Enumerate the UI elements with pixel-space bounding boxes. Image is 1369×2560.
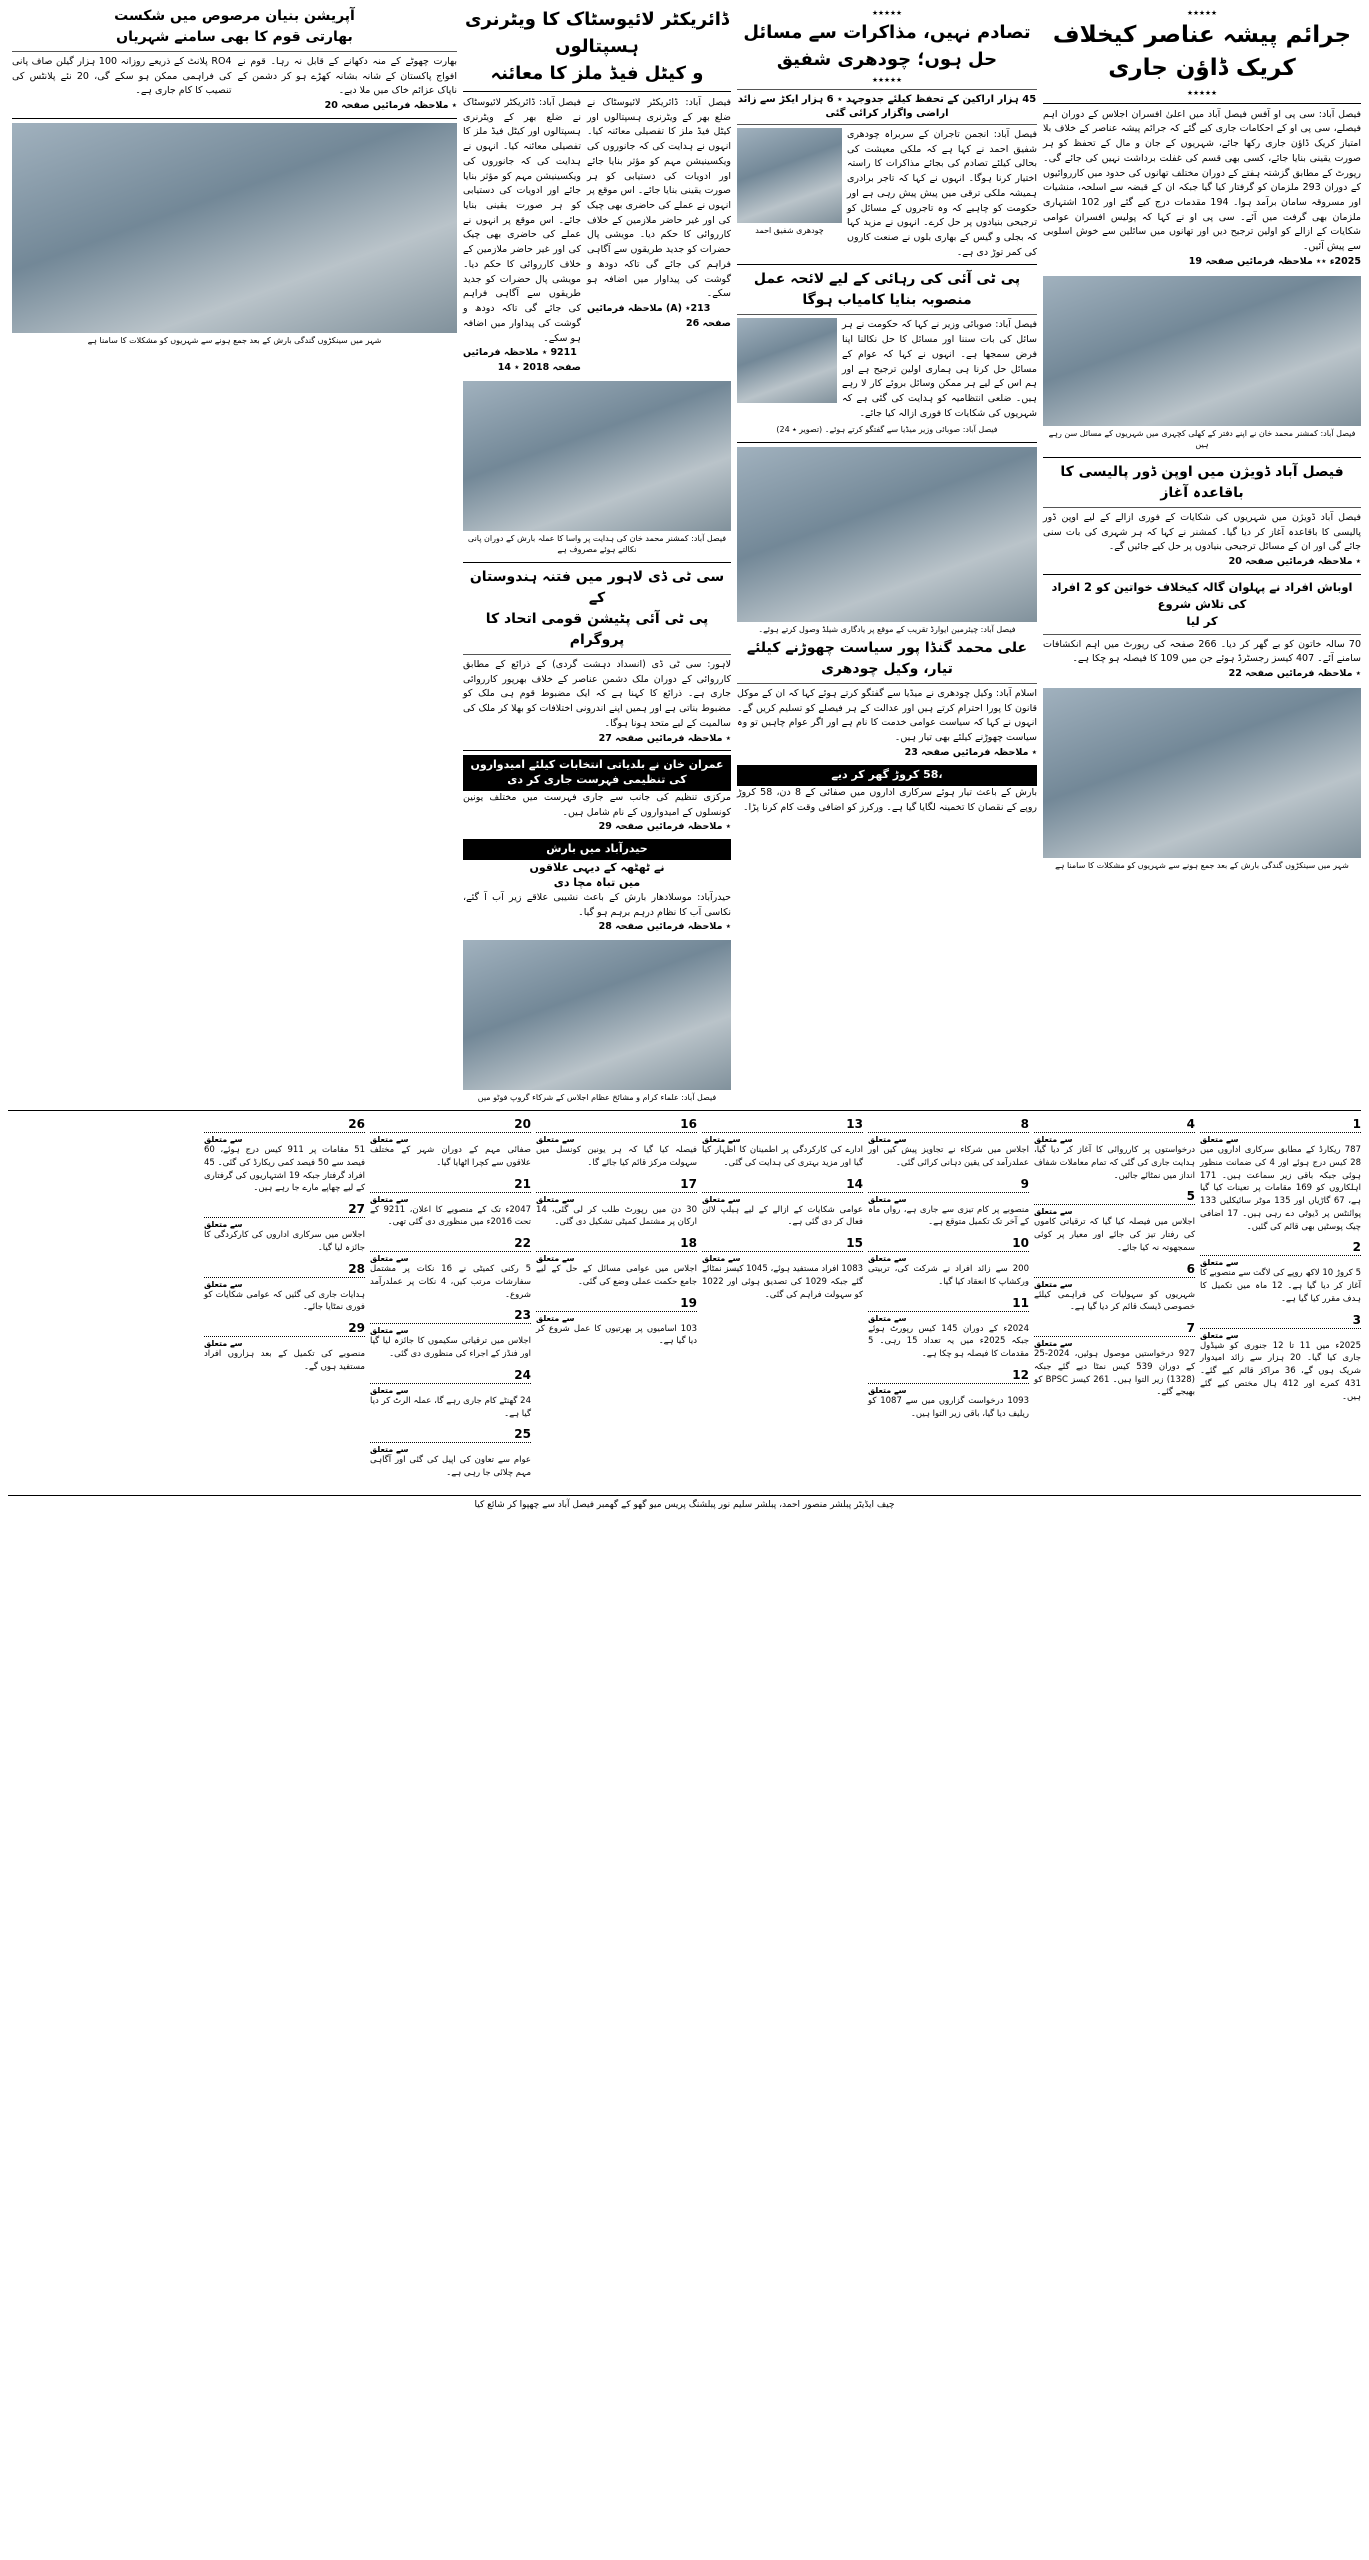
brief-number: 4 bbox=[1034, 1117, 1195, 1133]
decor-stars-top: ٭٭٭٭٭ bbox=[1187, 6, 1217, 19]
wide-street-photo-caption: شہر میں سینکڑوں گندگی بارش کے بعد جمع ہونے سے شہریوں کو مشکلات کا سامنا ہے bbox=[87, 335, 382, 345]
operation-headline-2: بھارتی قوم کا بھی سامنے شہریاں bbox=[116, 29, 353, 45]
brief-text: 1093 درخواست گزاروں میں سے 1087 کو ریلیف دیا گیا، باقی زیر التوا ہیں۔ bbox=[868, 1395, 1029, 1419]
briefs-grid bbox=[8, 1117, 1361, 1487]
brief-number: 17 bbox=[536, 1177, 697, 1193]
brief-item bbox=[204, 1321, 365, 1374]
operation-headline-1: آپریشن بنیان مرصوص میں شکست bbox=[114, 8, 355, 24]
women-ref: ٭ ملاحظہ فرمائیں صفحہ 22 bbox=[1228, 668, 1361, 680]
brief-number: 9 bbox=[868, 1177, 1029, 1193]
brief-text: 787 ریکارڈ کے مطابق سرکاری اداروں میں 28 کیس درج ہوئے اور 4 کی ضمانت منظور ہوئی جبکہ باقی زیر سماعت ہیں۔ 171 اہلکاروں کو 169 مقامات پر تعینات کیا گیا ہے، 67 گاڑیاں اور 135 موٹر سائیکلیں 133 پوائنٹس پر ڈیوٹی دے رہی ہیں۔ 17 اضافی چیک پوسٹیں بھی قائم کی گئیں۔ bbox=[1200, 1145, 1362, 1232]
brief-subtitle: سے متعلق bbox=[702, 1194, 741, 1204]
lead-headline-line1: جرائم پیشہ عناصر کیخلاف bbox=[1052, 22, 1352, 48]
brief-subtitle: سے متعلق bbox=[1200, 1330, 1239, 1340]
brief-subtitle: سے متعلق bbox=[702, 1135, 741, 1145]
brief-item bbox=[536, 1117, 697, 1170]
divider bbox=[12, 51, 457, 52]
brief-item bbox=[1034, 1189, 1195, 1254]
briefs-column-7 bbox=[204, 1117, 365, 1487]
award-photo bbox=[737, 447, 1037, 622]
brief-text: 927 درخواستیں موصول ہوئیں، 2024-25 کے دوران 539 کیس نمٹا دیے گئے جبکہ (1328) زیر التوا ہیں۔ 261 کیسز BPSC کو بھیجے گئے۔ bbox=[1034, 1349, 1195, 1398]
group-photo-caption: فیصل آباد: علماء کرام و مشائخ عظام اجلاس کے شرکاء گروپ فوٹو میں bbox=[477, 1092, 717, 1102]
brief-subtitle: سے متعلق bbox=[1034, 1135, 1073, 1145]
women-headline-1: اوباش افراد نے پہلوان گالہ کیخلاف خواتین کو 2 افراد کی تلاش شروع bbox=[1051, 579, 1353, 612]
brief-subtitle: سے متعلق bbox=[204, 1220, 243, 1230]
brief-subtitle: سے متعلق bbox=[1034, 1207, 1073, 1217]
ali-body: اسلام آباد: وکیل چودھری نے میڈیا سے گفتگو کرتے ہوئے کہا کہ ان کے موکل قانون کا پورا احترام کرتے ہیں اور عدالت کے ہر فیصلے کو تسلیم کریں گے۔ انہوں نے کہا کہ سیاست عوامی خدمت کا نام ہے اور اگر عوام چاہیں تو وہ سیاست چھوڑنے کیلئے بھی تیار ہیں۔ bbox=[737, 687, 1037, 744]
brief-number: 20 bbox=[370, 1117, 531, 1133]
group-photo bbox=[463, 940, 731, 1090]
women-body: 70 سالہ خاتون کو بے گھر کر دیا۔ 266 صفحہ کی رپورٹ میں اہم انکشافات سامنے آئے۔ 407 کیسز رجسٹرڈ ہوئے جن میں 109 کا فیصلہ ہو چکا ہے۔ bbox=[1043, 638, 1361, 665]
cpdi-ref: ٭ ملاحظہ فرمائیں صفحہ 27 bbox=[598, 732, 731, 744]
brief-subtitle: سے متعلق bbox=[204, 1339, 243, 1349]
fourth-body: فیصل آباد: ڈائریکٹر لائیوسٹاک نے ضلع بھر کے ویٹرنری ہسپتالوں اور کیٹل فیڈ ملز کا تفصیلی معائنہ کیا۔ انہوں نے ہدایت کی کہ جانوروں کی ویکسینیشن مہم کو مؤثر بنایا جائے اور ادویات کی دستیابی کو ہر صورت یقینی بنایا جائے۔ اس موقع پر انہوں نے عملے کی حاضری بھی چیک کی اور غیر حاضر ملازمین کے خلاف کارروائی کا حکم دیا۔ مویشی پال حضرات کو جدید طریقوں سے آگاہی فراہم کی جائے گی تاکہ دودھ و گوشت کی پیداوار میں اضافہ ہو سکے۔ bbox=[587, 97, 731, 300]
brief-item bbox=[868, 1177, 1029, 1230]
fourth-headline-1: ڈائریکٹر لائیوسٹاک کا ویٹرنری ہسپتالوں bbox=[465, 9, 729, 57]
briefs-column-5 bbox=[536, 1117, 697, 1487]
brief-subtitle: سے متعلق bbox=[536, 1313, 575, 1323]
brief-item bbox=[868, 1368, 1029, 1421]
brief-item bbox=[370, 1117, 531, 1170]
odr-headline: فیصل آباد ڈویژن میں اوپن ڈور پالیسی کا باقاعدہ آغاز bbox=[1060, 463, 1344, 501]
brief-text: عوام سے تعاون کی اپیل کی گئی اور آگاہی مہم چلائی جا رہی ہے۔ bbox=[370, 1455, 531, 1479]
decor-stars-bottom: ٭٭٭٭٭ bbox=[1187, 85, 1217, 99]
brief-text: 2047ء تک کے منصوبے کا اعلان، 9211 کے تحت 2016ء میں منظوری دی گئی تھی۔ bbox=[370, 1204, 532, 1228]
divider bbox=[463, 654, 731, 655]
divider bbox=[737, 124, 1037, 125]
cpdi-headline-1: سی ٹی ڈی لاہور میں فتنہ ہندوستان کے bbox=[469, 569, 725, 607]
brief-subtitle: سے متعلق bbox=[204, 1279, 243, 1289]
brief-text: ادارے کی کارکردگی پر اطمینان کا اظہار کیا گیا اور مزید بہتری کی ہدایت کی گئی۔ bbox=[702, 1145, 863, 1168]
chaudhry-portrait bbox=[737, 128, 842, 223]
brief-number: 2 bbox=[1200, 1240, 1361, 1256]
brief-item bbox=[370, 1236, 531, 1301]
brief-number: 26 bbox=[204, 1117, 365, 1133]
brief-number: 25 bbox=[370, 1427, 531, 1443]
divider bbox=[463, 91, 731, 92]
brief-text: 1083 افراد مستفید ہوئے، 1045 کیسز نمٹائے گئے جبکہ 1029 کی تصدیق ہوئی اور 1022 کو سہولت فراہم کی گئی۔ bbox=[702, 1264, 864, 1300]
divider bbox=[737, 89, 1037, 90]
commissioner-photo bbox=[1043, 276, 1361, 426]
brief-number: 11 bbox=[868, 1296, 1029, 1312]
brief-item bbox=[1034, 1321, 1195, 1399]
tanker-photo bbox=[463, 381, 731, 531]
ali-headline: علی محمد گنڈا پور سیاست چھوڑنے کیلئے تیار، وکیل چودھری bbox=[746, 639, 1028, 677]
brief-text: عوامی شکایات کے ازالے کے لیے ہیلپ لائن فعال کر دی گئی ہے۔ bbox=[702, 1204, 863, 1228]
brief-text: شہریوں کو سہولیات کی فراہمی کیلئے خصوصی ڈیسک قائم کر دیا گیا ہے۔ bbox=[1034, 1289, 1195, 1313]
brief-subtitle: سے متعلق bbox=[370, 1194, 409, 1204]
briefs-column-4 bbox=[702, 1117, 863, 1487]
second-headline: تصادم نہیں، مذاکرات سے مسائل حل ہوں؛ چودھری شفیق bbox=[743, 22, 1031, 70]
hyderabad-headline-3: میں تباہ مچا دی bbox=[553, 876, 641, 890]
brief-number: 28 bbox=[204, 1262, 365, 1278]
minister-portrait bbox=[737, 318, 837, 403]
divider bbox=[12, 118, 457, 119]
cpdi-headline-2: پی ٹی آئی پٹیشن قومی اتحاد کا پروگرام bbox=[485, 611, 709, 649]
brief-text: منصوبے کی تکمیل کے بعد ہزاروں افراد مستفید ہوں گے۔ bbox=[204, 1349, 365, 1372]
brief-subtitle: سے متعلق bbox=[370, 1135, 409, 1145]
brief-item bbox=[1034, 1262, 1195, 1315]
brief-number: 24 bbox=[370, 1368, 531, 1384]
brief-number: 14 bbox=[702, 1177, 863, 1193]
brief-number: 16 bbox=[536, 1117, 697, 1133]
lead-body: فیصل آباد: سی پی او آفس فیصل آباد میں اعلیٰ افسران اجلاس کے دوران اہم فیصلے، سی پی او کے احکامات جاری کیے گئے کہ جرائم پیشہ عناصر کے خلاف بلا امتیاز کریک ڈاؤن جاری رکھا جائے، شہریوں کے جان و مال کے تحفظ کو ہر صورت یقینی بنایا جائے، کسی بھی قسم کی غفلت برداشت نہیں کی جائے گی۔ رپورٹ کے مطابق گزشتہ ہفتے کے دوران مختلف تھانوں کی حدود میں کارروائیوں کے دوران 293 ملزمان کو گرفتار کیا گیا جبکہ ان کے قبضہ سے اسلحہ، منشیات اور مسروقہ سامان برآمد ہوا۔ 194 مقدمات درج کیے گئے اور 102 اشتہاری ملزمان بھی گرفت میں آئے۔ سی پی او نے کہا کہ پولیس افسران عوامی شکایات کے ازالے کو اولین ترجیح دیں اور تھانوں میں سائلین سے خوش اسلوبی سے پیش آئیں۔ bbox=[1043, 108, 1362, 253]
divider bbox=[1043, 574, 1361, 575]
imran-body: مرکزی تنظیم کی جانب سے جاری فہرست میں مختلف یونین کونسلوں کے امیدواروں کے نام شامل ہیں۔ bbox=[463, 792, 731, 818]
brief-item bbox=[868, 1117, 1029, 1170]
brief-subtitle: سے متعلق bbox=[868, 1385, 907, 1395]
brief-subtitle: سے متعلق bbox=[370, 1385, 409, 1395]
brief-item bbox=[868, 1236, 1029, 1289]
odr-body: فیصل آباد ڈویژن میں شہریوں کی شکایات کے فوری ازالے کے لیے اوپن ڈور پالیسی کا باقاعدہ آغاز کر دیا گیا۔ کمشنر نے کہا کہ ہر شہری کی بات سنی جائے گی اور ان کے مسائل ترجیحی بنیادوں پر حل کیے جائیں گے۔ bbox=[1043, 511, 1361, 553]
third-body: فیصل آباد: صوبائی وزیر نے کہا کہ حکومت نے ہر سائل کی بات سننا اور مسائل کا حل نکالنا اپنا فرض سمجھا ہے۔ انہوں نے کہا کہ عوام کے مسائل حل کرنا ہی ہماری اولین ترجیح ہے اور ہم اس کے لیے ہر ممکن وسائل بروئے کار لا رہے ہیں۔ ضلعی انتظامیہ کو ہدایت کی گئی ہے کہ شہریوں کی شکایات کا فوری ازالہ کیا جائے۔ bbox=[842, 319, 1037, 419]
divider bbox=[737, 442, 1037, 443]
brief-item bbox=[1200, 1313, 1361, 1404]
street-photo bbox=[1043, 688, 1361, 858]
brief-text: 5 کروڑ 10 لاکھ روپے کی لاگت سے منصوبے کا آغاز کر دیا گیا ہے۔ 12 ماہ میں تکمیل کا ہدف مقرر کیا گیا ہے۔ bbox=[1200, 1268, 1361, 1304]
brief-subtitle: سے متعلق bbox=[536, 1194, 575, 1204]
imran-headline: عمران خان نے بلدیاتی انتخابات کیلئے امیدواروں کی تنظیمی فہرست جاری کر دی bbox=[463, 755, 731, 791]
briefs-column-3 bbox=[868, 1117, 1029, 1487]
fourth-ref2: 213٭ (A) ملاحظہ فرمائیں صفحہ 26 bbox=[587, 303, 731, 329]
briefs-column-2 bbox=[1034, 1117, 1195, 1487]
third-caption: فیصل آباد: صوبائی وزیر میڈیا سے گفتگو کرتے ہوئے۔ (تصویر ٭ 24) bbox=[776, 424, 998, 434]
ro4-body: RO4 پلانٹ کے ذریعے روزانہ 100 ہزار گیلن صاف پانی کی فراہمی ممکن ہو سکے گی، 20 نئے پلانٹس کی تنصیب کا کام جاری ہے۔ bbox=[12, 56, 232, 97]
brief-item bbox=[868, 1296, 1029, 1361]
cpdi-body: لاہور: سی ٹی ڈی (انسداد دہشت گردی) کے ذرائع کے مطابق کارروائی کے دوران ملک دشمن عناصر کے خلاف بھرپور کارروائی جاری ہے۔ ذرائع کا کہنا ہے کہ ایک مضبوط قوم ہی ملک کو مضبوط بناتی ہے اور ہمیں اپنے اندرونی اختلافات کو بھلا کر ملک کی سالمیت کے لیے متحد ہونا ہوگا۔ bbox=[463, 659, 731, 729]
divider bbox=[1043, 103, 1361, 104]
briefs-column-1 bbox=[1200, 1117, 1361, 1487]
brief-text: 5 رکنی کمیٹی نے 16 نکات پر مشتمل سفارشات مرتب کیں، 4 نکات پر عملدرآمد شروع۔ bbox=[370, 1264, 532, 1300]
brief-subtitle: سے متعلق bbox=[1034, 1339, 1073, 1349]
fourth-body-2: فیصل آباد: ڈائریکٹر لائیوسٹاک نے ضلع بھر کے ویٹرنری ہسپتالوں اور کیٹل فیڈ ملز کا تفصیلی معائنہ کیا۔ انہوں نے ہدایت کی کہ جانوروں کی ویکسینیشن مہم کو مؤثر بنایا جائے اور ادویات کی دستیابی کو ہر صورت یقینی بنایا جائے۔ اس موقع پر انہوں نے عملے کی حاضری بھی چیک کی اور غیر حاضر ملازمین کے خلاف کارروائی کا حکم دیا۔ مویشی پال حضرات کو جدید طریقوں سے آگاہی فراہم کی جائے گی تاکہ دودھ و گوشت کی پیداوار میں اضافہ ہو سکے۔ bbox=[463, 97, 581, 344]
fourth-story-column bbox=[12, 6, 457, 1106]
brief-subtitle: سے متعلق bbox=[868, 1313, 907, 1323]
third-story-column bbox=[463, 6, 731, 1106]
chaudhry-portrait-caption: چودھری شفیق احمد bbox=[755, 226, 824, 235]
brief-number: 1 bbox=[1200, 1117, 1361, 1133]
brief-number: 22 bbox=[370, 1236, 531, 1252]
lead-headline-line2: کریک ڈاؤن جاری bbox=[1108, 55, 1296, 82]
brief-number: 13 bbox=[702, 1117, 863, 1133]
brief-text: 2024ء کے دوران 145 کیس رپورٹ ہوئے جبکہ 2025ء میں یہ تعداد 15 رہی۔ 5 مقدمات کا فیصلہ ہو چکا ہے۔ bbox=[868, 1323, 1029, 1360]
imran-ref: ٭ ملاحظہ فرمائیں صفحہ 29 bbox=[598, 821, 731, 833]
brief-subtitle: سے متعلق bbox=[1200, 1258, 1239, 1268]
brief-text: 51 مقامات پر 911 کیس درج ہوئے، 60 فیصد سے 50 فیصد کمی ریکارڈ کی گئی۔ 45 افراد گرفتار جبکہ 19 اشتہاریوں کی گرفتاری کے لیے چھاپے مارے جا رہے ہیں۔ bbox=[204, 1145, 366, 1194]
brief-item bbox=[702, 1236, 863, 1301]
brief-subtitle: سے متعلق bbox=[1034, 1279, 1073, 1289]
second-story-column bbox=[737, 6, 1037, 1106]
divider bbox=[737, 264, 1037, 265]
fiftyeight-headline: ،58 کروڑ گھر کر دیے bbox=[737, 765, 1037, 786]
brief-item bbox=[1200, 1240, 1361, 1305]
brief-subtitle: سے متعلق bbox=[868, 1135, 907, 1145]
divider bbox=[463, 750, 731, 751]
fiftyeight-body: بارش کے باعث تیار ہوئے سرکاری اداروں میں صفائی کے 8 دن، 58 کروڑ روپے کے نقصان کا تخمینہ لگایا گیا ہے۔ ورکرز کو اضافی وقت کام کرنا پڑا۔ bbox=[737, 787, 1037, 814]
women-headline-2: کر لیا bbox=[1186, 614, 1218, 629]
brief-item bbox=[1034, 1117, 1195, 1182]
top-section bbox=[8, 6, 1361, 1106]
brief-number: 18 bbox=[536, 1236, 697, 1252]
section-divider bbox=[8, 1110, 1361, 1111]
brief-text: 30 دن میں رپورٹ طلب کر لی گئی، 14 ارکان پر مشتمل کمیٹی تشکیل دی گئی۔ bbox=[536, 1204, 697, 1228]
brief-number: 12 bbox=[868, 1368, 1029, 1384]
divider bbox=[1043, 457, 1361, 458]
fourth-headline-2: و کیٹل فیڈ ملز کا معائنہ bbox=[490, 63, 704, 84]
brief-text: 103 اسامیوں پر بھرتیوں کا عمل شروع کر دیا گیا ہے۔ bbox=[536, 1323, 697, 1347]
brief-text: اجلاس میں شرکاء نے تجاویز پیش کیں اور عملدرآمد کی یقین دہانی کرائی گئی۔ bbox=[868, 1145, 1029, 1168]
brief-number: 27 bbox=[204, 1202, 365, 1218]
third-headline: پی ٹی آئی کی رہائی کے لیے لائحہ عمل منصوبہ بنایا کامیاب ہوگا bbox=[753, 271, 1021, 309]
brief-number: 10 bbox=[868, 1236, 1029, 1252]
fourth-ref: 9211 ٭ ملاحظہ فرمائیں صفحہ 2018 ٭ 14 bbox=[463, 347, 581, 373]
brief-text: 24 گھنٹے کام جاری رہے گا، عملہ الرٹ کر دیا گیا ہے۔ bbox=[370, 1395, 531, 1419]
brief-item bbox=[204, 1117, 365, 1195]
brief-item bbox=[536, 1296, 697, 1349]
brief-item bbox=[370, 1368, 531, 1421]
brief-number: 5 bbox=[1034, 1189, 1195, 1205]
brief-item bbox=[370, 1427, 531, 1480]
wide-street-photo bbox=[12, 123, 457, 333]
brief-item bbox=[370, 1177, 531, 1230]
brief-item bbox=[204, 1262, 365, 1315]
decor-stars-b-bottom: ٭٭٭٭٭ bbox=[872, 73, 902, 86]
brief-subtitle: سے متعلق bbox=[1200, 1135, 1239, 1145]
lead-story-column bbox=[1043, 6, 1361, 1106]
brief-text: 200 سے زائد افراد نے شرکت کی، تربیتی ورکشاپ کا انعقاد کیا گیا۔ bbox=[868, 1264, 1029, 1287]
decor-stars-b-top: ٭٭٭٭٭ bbox=[872, 6, 902, 19]
brief-subtitle: سے متعلق bbox=[370, 1254, 409, 1264]
brief-number: 21 bbox=[370, 1177, 531, 1193]
lead-dateline: 2025ء ٭٭ ملاحظہ فرمائیں صفحہ 19 bbox=[1188, 255, 1361, 267]
hyderabad-ref: ٭ ملاحظہ فرمائیں صفحہ 28 bbox=[598, 921, 731, 933]
brief-text: ہدایات جاری کی گئیں کہ عوامی شکایات کو فوری نمٹایا جائے۔ bbox=[204, 1289, 365, 1313]
hyderabad-headline-2: نے ٹھٹھہ کے دیہی علاقوں bbox=[529, 861, 665, 875]
operation-ref: ٭ ملاحظہ فرمائیں صفحہ 20 bbox=[324, 100, 457, 112]
brief-text: 2025ء میں 11 تا 12 جنوری کو شیڈول جاری کیا گیا۔ 20 ہزار سے زائد امیدوار شریک ہوں گے، 36 مراکز قائم کیے گئے۔ 431 کمرے اور 412 ہال مختص کیے گئے ہیں۔ bbox=[1200, 1340, 1361, 1402]
brief-item bbox=[204, 1202, 365, 1255]
second-lead: 45 ہزار اراکین کے تحفظ کیلئے جدوجہد ٭ 6 ہزار ایکڑ سے زائد اراضی واگزار کرائی گئی bbox=[737, 94, 1037, 119]
brief-item bbox=[702, 1117, 863, 1170]
brief-number: 19 bbox=[536, 1296, 697, 1312]
footer-credit: چیف ایڈیٹر پبلشر منصور احمد، پبلشر سلیم نور پبلشنگ پریس میو گھو کے گھمبر فیصل آباد سے چھپوا کر شائع کیا bbox=[8, 1495, 1361, 1518]
brief-text: اجلاس میں فیصلہ کیا گیا کہ ترقیاتی کاموں کی رفتار تیز کی جائے اور معیار پر کوئی سمجھوتہ نہ کیا جائے۔ bbox=[1034, 1217, 1195, 1253]
brief-number: 3 bbox=[1200, 1313, 1361, 1329]
brief-subtitle: سے متعلق bbox=[370, 1326, 409, 1336]
brief-item bbox=[702, 1177, 863, 1230]
ali-ref: ٭ ملاحظہ فرمائیں صفحہ 23 bbox=[904, 746, 1037, 758]
commissioner-photo-caption: فیصل آباد: کمشنر محمد خان نے اپنے دفتر کے کھلی کچہری میں شہریوں کے مسائل سن رہے ہیں bbox=[1048, 428, 1356, 449]
brief-text: اجلاس میں ترقیاتی سکیموں کا جائزہ لیا گیا اور فنڈز کے اجراء کی منظوری دی گئی۔ bbox=[370, 1336, 531, 1360]
brief-subtitle: سے متعلق bbox=[868, 1194, 907, 1204]
brief-text: اجلاس میں عوامی مسائل کے حل کے لیے جامع حکمت عملی وضع کی گئی۔ bbox=[536, 1264, 697, 1287]
divider bbox=[737, 314, 1037, 315]
brief-text: صفائی مہم کے دوران شہر کے مختلف علاقوں سے کچرا اٹھایا گیا۔ bbox=[370, 1145, 531, 1168]
brief-item bbox=[370, 1308, 531, 1361]
brief-number: 15 bbox=[702, 1236, 863, 1252]
divider bbox=[737, 683, 1037, 684]
brief-text: درخواستوں پر کارروائی کا آغاز کر دیا گیا، ہدایت جاری کی گئی کہ تمام معاملات شفاف انداز میں نمٹائے جائیں۔ bbox=[1034, 1145, 1195, 1181]
brief-number: 7 bbox=[1034, 1321, 1195, 1337]
divider bbox=[1043, 507, 1361, 508]
briefs-column-6 bbox=[370, 1117, 531, 1487]
hyderabad-headline-1: حیدرآباد میں بارش bbox=[463, 839, 731, 860]
second-body: فیصل آباد: انجمن تاجران کے سربراہ چودھری شفیق احمد نے کہا ہے کہ ملکی معیشت کی بحالی کیلئے تصادم کی بجائے مذاکرات کا راستہ اختیار کرنا ہوگا۔ انہوں نے کہا کہ تاجر برادری ہمیشہ ملکی ترقی میں پیش پیش رہی ہے اور حکومت کو چاہیے کہ وہ تاجروں کے مسائل کو ترجیحی بنیادوں پر حل کرے۔ انہوں نے مزید کہا کہ بجلی و گیس کے بھاری بلوں نے صنعت کاروں کی کمر توڑ دی ہے۔ bbox=[847, 129, 1037, 258]
operation-body: بھارت چھوٹے کے منہ دکھانے کے قابل نہ رہا۔ قوم نے افواج پاکستان کے شانہ بشانہ کھڑے ہو کر دشمن کے ناپاک عزائم خاک میں ملا دیے۔ bbox=[237, 56, 457, 97]
street-photo-caption: شہر میں سینکڑوں گندگی بارش کے بعد جمع ہونے سے شہریوں کو مشکلات کا سامنا ہے bbox=[1055, 860, 1349, 870]
odr-ref: ٭ ملاحظہ فرمائیں صفحہ 20 bbox=[1228, 556, 1361, 568]
divider bbox=[463, 562, 731, 563]
brief-subtitle: سے متعلق bbox=[702, 1254, 741, 1264]
brief-number: 8 bbox=[868, 1117, 1029, 1133]
brief-text: اجلاس میں سرکاری اداروں کی کارکردگی کا جائزہ لیا گیا۔ bbox=[204, 1230, 365, 1253]
brief-item bbox=[536, 1177, 697, 1230]
hyderabad-body: حیدرآباد: موسلادھار بارش کے باعث نشیبی علاقے زیر آب آ گئے، نکاسی آب کا نظام درہم برہم ہو گیا۔ bbox=[463, 891, 731, 918]
brief-item bbox=[1200, 1117, 1361, 1233]
award-photo-caption: فیصل آباد: چیئرمین ایوارڈ تقریب کے موقع پر یادگاری شیلڈ وصول کرتے ہوئے۔ bbox=[758, 624, 1016, 634]
divider bbox=[1043, 634, 1361, 635]
brief-text: منصوبے پر کام تیزی سے جاری ہے، رواں ماہ کے آخر تک تکمیل متوقع ہے۔ bbox=[868, 1204, 1029, 1228]
brief-subtitle: سے متعلق bbox=[204, 1135, 243, 1145]
brief-subtitle: سے متعلق bbox=[536, 1135, 575, 1145]
brief-number: 6 bbox=[1034, 1262, 1195, 1278]
brief-subtitle: سے متعلق bbox=[868, 1254, 907, 1264]
brief-text: فیصلہ کیا گیا کہ ہر یونین کونسل میں سہولت مرکز قائم کیا جائے گا۔ bbox=[536, 1145, 697, 1168]
brief-subtitle: سے متعلق bbox=[370, 1445, 409, 1455]
brief-item bbox=[536, 1236, 697, 1289]
brief-number: 23 bbox=[370, 1308, 531, 1324]
brief-subtitle: سے متعلق bbox=[536, 1254, 575, 1264]
tanker-photo-caption: فیصل آباد: کمشنر محمد خان کی ہدایت پر واسا کا عملہ بارش کے دوران پانی نکالتے ہوئے مصروف ہے bbox=[467, 533, 727, 554]
brief-number: 29 bbox=[204, 1321, 365, 1337]
